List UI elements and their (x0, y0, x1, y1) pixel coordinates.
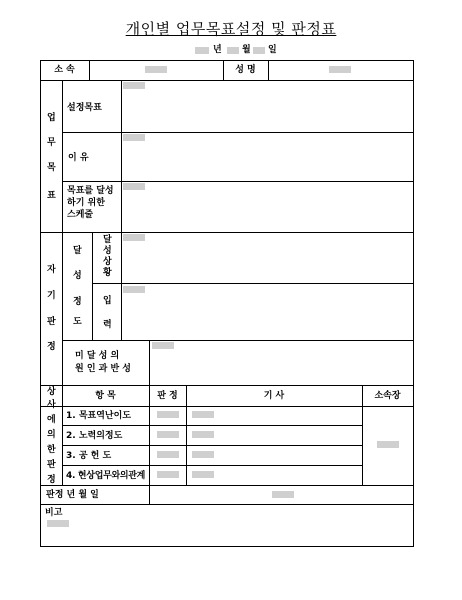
item-label: 3. 공 헌 도 (66, 451, 112, 461)
affiliation-field[interactable] (145, 66, 167, 73)
achievement-char: 도 (73, 317, 82, 327)
item-label: 2. 노력의정도 (66, 431, 123, 441)
supervisor-char: 판 (47, 460, 56, 470)
item-label: 4. 현상업무와의관계 (66, 471, 146, 481)
day-label: 일 (268, 45, 277, 55)
rule (149, 385, 150, 505)
cause-label: 미 달 성 의 원 인 과 반 성 (75, 351, 132, 374)
target-field[interactable] (123, 82, 145, 89)
month-field[interactable] (227, 47, 239, 54)
rule (62, 340, 414, 341)
notes-label: 비고 (45, 508, 63, 518)
year-label: 년 (213, 45, 222, 55)
document-title: 개인별 업무목표설정 및 판정표 (125, 20, 337, 38)
rule (62, 445, 362, 446)
section-label-char: 업 (47, 113, 56, 123)
table-border-top (40, 60, 414, 61)
rule (62, 425, 362, 426)
supervisor-char: 한 (47, 445, 56, 455)
remarks-field[interactable] (192, 411, 214, 418)
year-field[interactable] (195, 47, 209, 54)
row-label-target: 설정목표 (67, 103, 102, 113)
verdict-field[interactable] (157, 431, 179, 438)
supervisor-char: 의 (47, 430, 56, 440)
status-label: 달 성 상 황 (103, 235, 112, 278)
supervisor-char: 에 (47, 415, 56, 425)
judgement-date-label: 판정 년 월 일 (46, 490, 99, 500)
degree-field[interactable] (123, 286, 145, 293)
header-remarks: 기 사 (263, 391, 285, 401)
self-eval-char: 기 (47, 291, 56, 301)
name-field[interactable] (329, 66, 351, 73)
rule (268, 60, 269, 81)
row-label-schedule: 목표를 달성 하기 위한 스케줄 (67, 186, 114, 220)
notes-field[interactable] (47, 520, 69, 527)
schedule-field[interactable] (123, 183, 145, 190)
item-label: 1. 목표역난이도 (66, 411, 131, 421)
rule (40, 504, 414, 505)
achievement-char: 달 (73, 246, 82, 256)
remarks-field[interactable] (192, 451, 214, 458)
verdict-field[interactable] (157, 411, 179, 418)
rule (40, 232, 414, 233)
rule (62, 80, 63, 486)
rule (40, 80, 414, 81)
rule (121, 232, 122, 341)
remarks-field[interactable] (192, 471, 214, 478)
rule (40, 485, 414, 486)
section-label-char: 무 (47, 138, 56, 148)
rule (40, 385, 414, 386)
table-border-left (40, 60, 41, 547)
status-field[interactable] (123, 234, 145, 241)
header-verdict: 판 정 (157, 391, 178, 401)
remarks-field[interactable] (192, 431, 214, 438)
cause-field[interactable] (152, 342, 174, 349)
table-border-bottom (40, 546, 414, 547)
table-border-right (413, 60, 414, 547)
judgement-date-field[interactable] (272, 491, 294, 498)
self-eval-char: 정 (47, 342, 56, 352)
dept-head-field[interactable] (377, 441, 399, 448)
section-label-char: 표 (47, 191, 56, 201)
rule (92, 283, 414, 284)
rule (62, 465, 362, 466)
rule (62, 132, 414, 133)
rule (149, 340, 150, 386)
verdict-field[interactable] (157, 471, 179, 478)
reason-field[interactable] (123, 134, 145, 141)
header-item: 항 목 (95, 391, 116, 401)
degree-label: 입 력 (103, 296, 112, 330)
section-label-char: 목 (47, 163, 56, 173)
achievement-char: 성 (73, 271, 82, 281)
verdict-field[interactable] (157, 451, 179, 458)
rule (89, 60, 90, 81)
supervisor-char: 사 (47, 400, 56, 410)
achievement-char: 정 (73, 297, 82, 307)
header-dept-head: 소속장 (374, 391, 401, 401)
self-eval-char: 판 (47, 317, 56, 327)
row-label-reason: 이 유 (68, 153, 89, 163)
rule (40, 406, 414, 407)
name-label: 성 명 (235, 65, 256, 75)
day-field[interactable] (253, 47, 265, 54)
rule (62, 181, 414, 182)
rule (92, 232, 93, 341)
affiliation-label: 소 속 (54, 65, 75, 75)
rule (121, 80, 122, 233)
month-label: 월 (242, 45, 251, 55)
supervisor-char: 상 (47, 387, 56, 397)
supervisor-char: 정 (47, 475, 56, 485)
self-eval-char: 자 (47, 265, 56, 275)
